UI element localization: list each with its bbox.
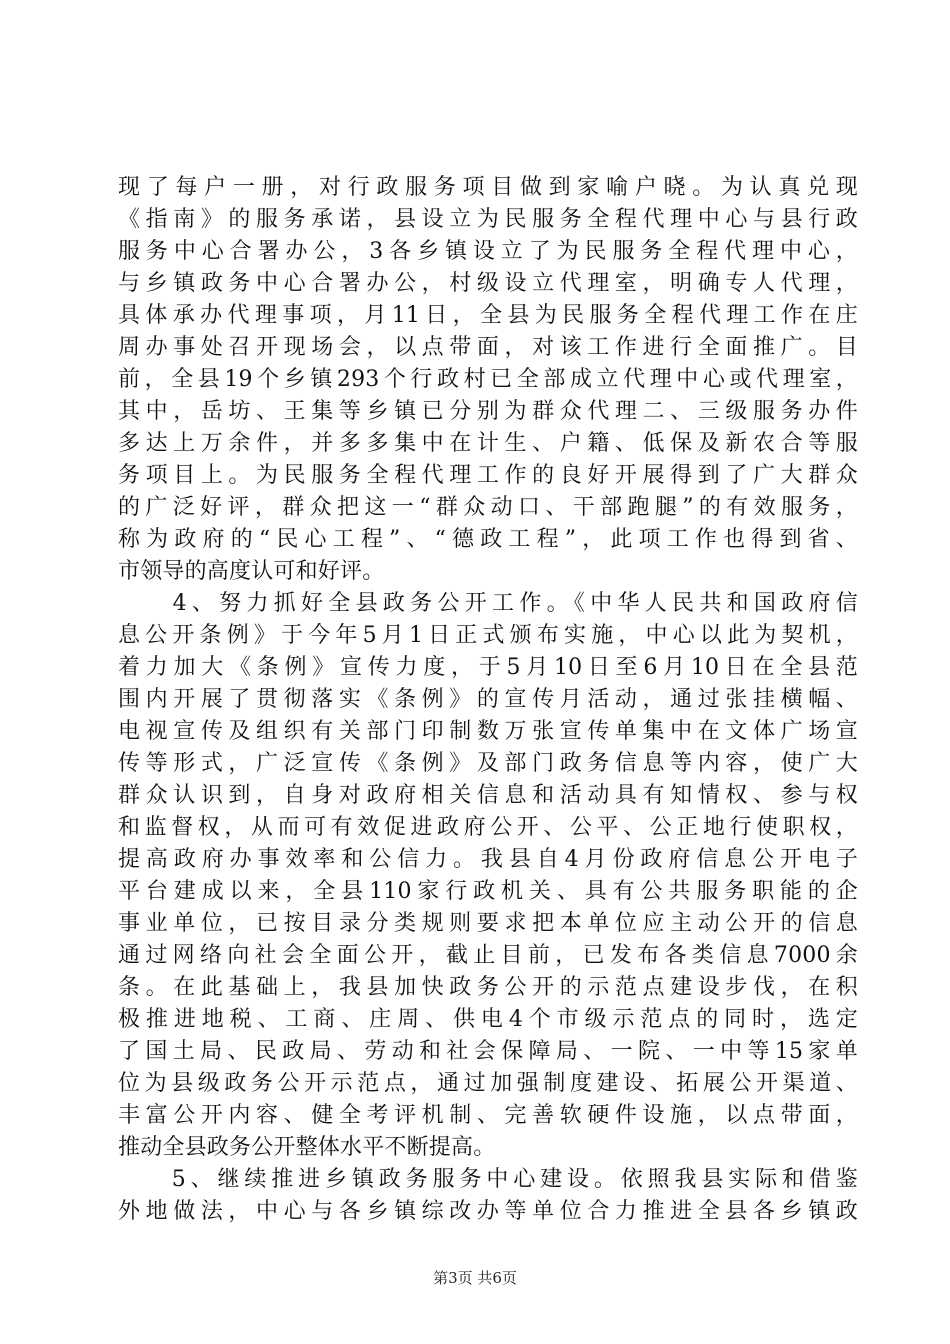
text-line: 息公开条例》于今年5月1日正式颁布实施，中心以此为契机， xyxy=(118,623,858,648)
text-line: 市领导的高度认可和好评。 xyxy=(118,559,385,584)
text-line: 《指南》的服务承诺，县设立为民服务全程代理中心与县行政 xyxy=(118,207,858,232)
page-number: 第3页 共6页 xyxy=(433,1269,517,1287)
text-line: 条。在此基础上，我县加快政务公开的示范点建设步伐，在积 xyxy=(118,975,858,1000)
page-footer xyxy=(0,1268,950,1288)
text-line: 电视宣传及组织有关部门印制数万张宣传单集中在文体广场宣 xyxy=(118,719,858,744)
text-line: 具体承办代理事项，月11日，全县为民服务全程代理工作在庄 xyxy=(118,303,858,328)
text-line: 平台建成以来，全县110家行政机关、具有公共服务职能的企 xyxy=(118,879,858,904)
text-line: 着力加大《条例》宣传力度，于5月10日至6月10日在全县范 xyxy=(118,655,858,680)
text-line: 称为政府的“民心工程”、“德政工程”，此项工作也得到省、 xyxy=(118,527,858,552)
text-line: 与乡镇政务中心合署办公，村级设立代理室，明确专人代理， xyxy=(118,271,858,296)
text-line: 丰富公开内容、健全考评机制、完善软硬件设施，以点带面， xyxy=(118,1103,858,1128)
text-line: 其中，岳坊、王集等乡镇已分别为群众代理二、三级服务办件 xyxy=(118,399,858,424)
text-line: 通过网络向社会全面公开，截止目前，已发布各类信息7000余 xyxy=(118,943,858,968)
text-line: 提高政府办事效率和公信力。我县自4月份政府信息公开电子 xyxy=(118,847,858,872)
text-line: 的广泛好评，群众把这一“群众动口、干部跑腿”的有效服务， xyxy=(118,495,858,520)
text-line: 群众认识到，自身对政府相关信息和活动具有知情权、参与权 xyxy=(118,783,858,808)
text-line: 了国土局、民政局、劳动和社会保障局、一院、一中等15家单 xyxy=(118,1039,858,1064)
text-line: 多达上万余件，并多多集中在计生、户籍、低保及新农合等服 xyxy=(118,431,858,456)
text-line: 外地做法，中心与各乡镇综改办等单位合力推进全县各乡镇政 xyxy=(118,1199,858,1224)
text-line: 现了每户一册，对行政服务项目做到家喻户晓。为认真兑现 xyxy=(118,175,858,200)
text-line: 前，全县19个乡镇293个行政村已全部成立代理中心或代理室， xyxy=(118,367,858,392)
text-line: 传等形式，广泛宣传《条例》及部门政务信息等内容，使广大 xyxy=(118,751,858,776)
text-line: 和监督权，从而可有效促进政府公开、公平、公正地行使职权， xyxy=(118,815,858,840)
text-line: 服务中心合署办公，3各乡镇设立了为民服务全程代理中心， xyxy=(118,239,858,264)
text-line: 5、继续推进乡镇政务服务中心建设。依照我县实际和借鉴 xyxy=(118,1167,858,1192)
text-line: 围内开展了贯彻落实《条例》的宣传月活动，通过张挂横幅、 xyxy=(118,687,858,712)
text-line: 极推进地税、工商、庄周、供电4个市级示范点的同时，选定 xyxy=(118,1007,858,1032)
text-line: 推动全县政务公开整体水平不断提高。 xyxy=(118,1135,496,1160)
text-line: 事业单位，已按目录分类规则要求把本单位应主动公开的信息 xyxy=(118,911,858,936)
text-line: 4、努力抓好全县政务公开工作。《中华人民共和国政府信 xyxy=(118,591,858,616)
text-line: 周办事处召开现场会，以点带面，对该工作进行全面推广。目 xyxy=(118,335,858,360)
text-line: 务项目上。为民服务全程代理工作的良好开展得到了广大群众 xyxy=(118,463,858,488)
body-text xyxy=(118,172,858,1228)
text-line: 位为县级政务公开示范点，通过加强制度建设、拓展公开渠道、 xyxy=(118,1071,858,1096)
